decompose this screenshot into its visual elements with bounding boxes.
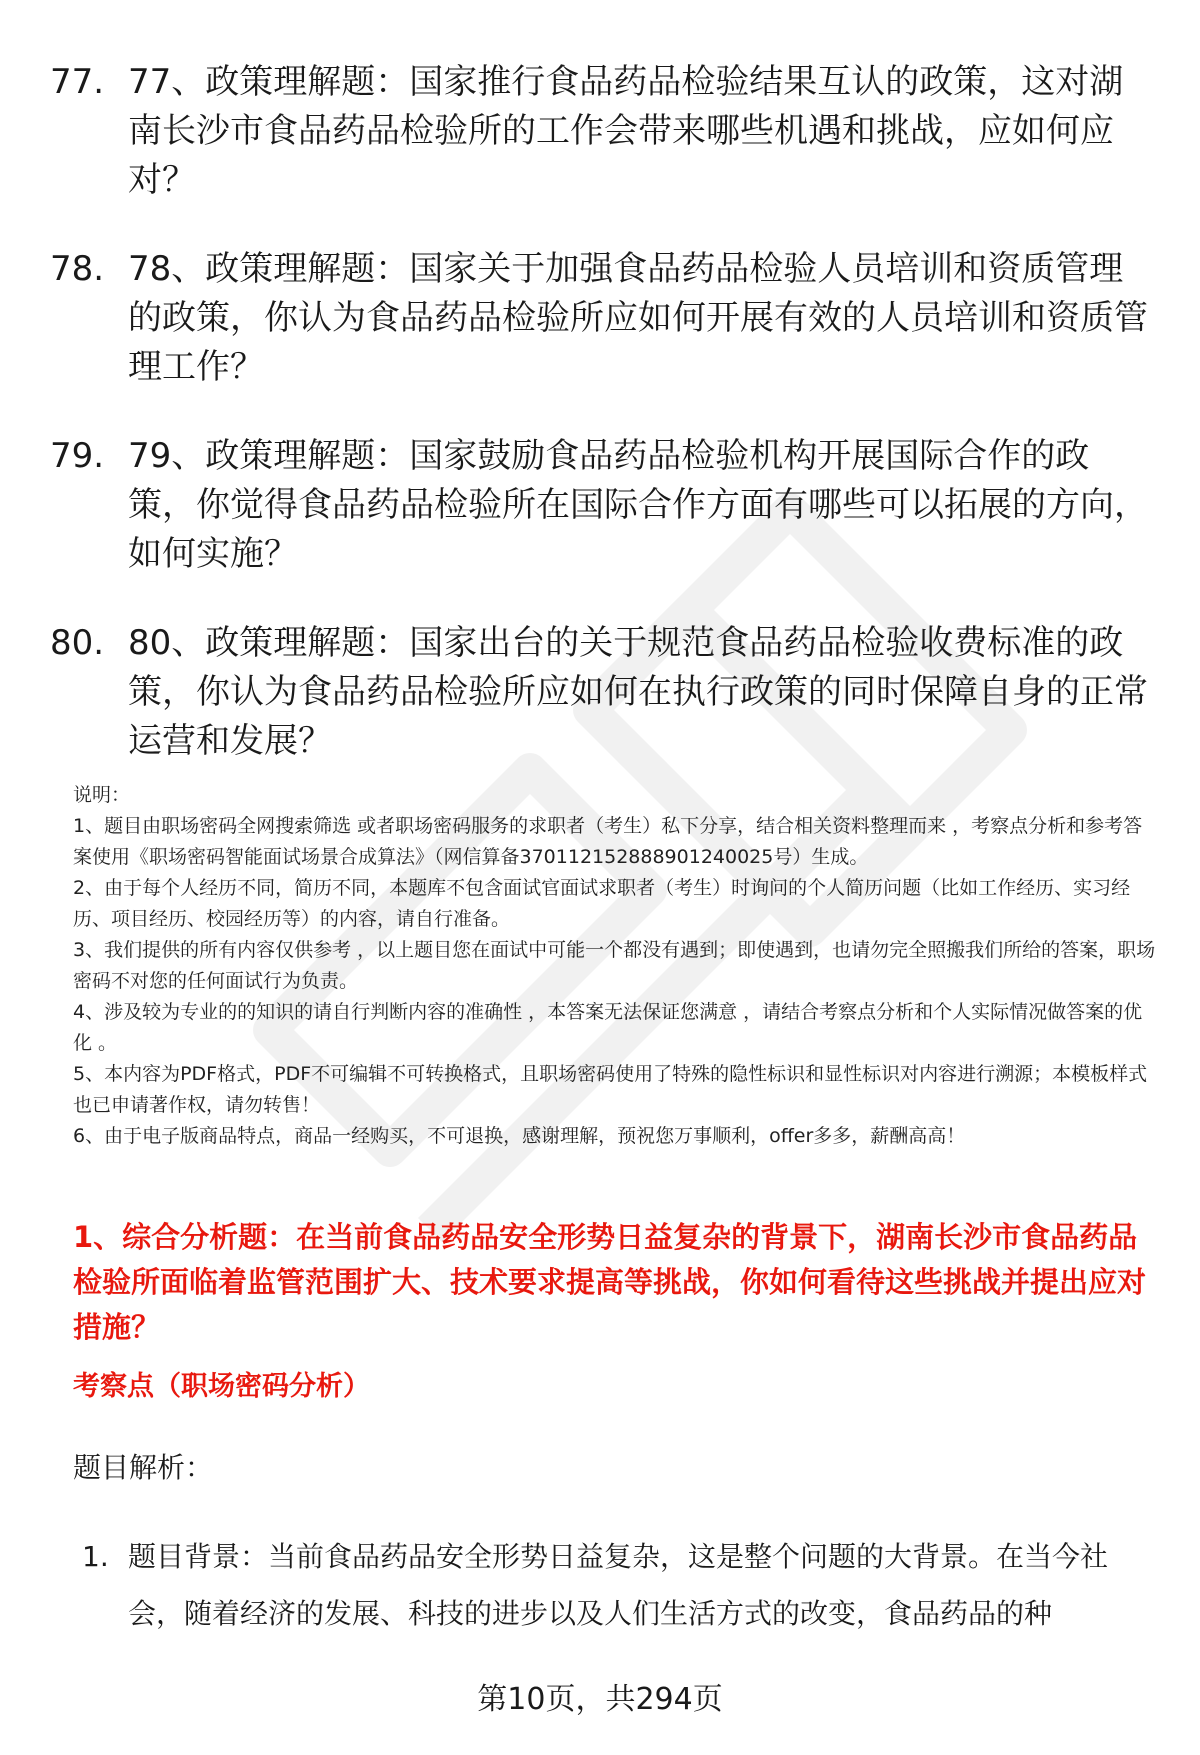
page-footer: 第10页，共294页 (477, 1682, 723, 1717)
note-item: 6、由于电子版商品特点，商品一经购买，不可退换，感谢理解，预祝您万事顺利，offer多多，薪酬高高！ (73, 1125, 966, 1147)
question-item (50, 432, 1155, 579)
note-item: 1、题目由职场密码全网搜索筛选 或者职场密码服务的求职者（考生）私下分享，结合相关资料整理而来 ，考察点分析和参考答案使用《职场密码智能面试场景合成算法》（网信算备370112152888901240025号）生成。 (73, 815, 1143, 868)
featured-question-heading: 1、综合分析题：在当前食品药品安全形势日益复杂的背景下，湖南长沙市食品药品检验所面临着监管范围扩大、技术要求提高等挑战，你如何看待这些挑战并提出应对措施？ (73, 1220, 1147, 1344)
question-item (50, 245, 1155, 392)
note-item: 5、本内容为PDF格式，PDF不可编辑不可转换格式，且职场密码使用了特殊的隐性标识和显性标识对内容进行溯源；本模板样式也已申请著作权，请勿转售！ (73, 1063, 1148, 1116)
notes-block (73, 780, 1158, 1152)
note-item: 3、我们提供的所有内容仅供参考 ，以上题目您在面试中可能一个都没有遇到；即使遇到，也请勿完全照搬我们所给的答案，职场密码不对您的任何面试行为负责。 (73, 939, 1156, 992)
question-list (50, 58, 1155, 806)
question-number: 80. (50, 623, 105, 663)
answer-text: 题目背景：当前食品药品安全形势日益复杂，这是整个问题的大背景。在当今社会，随着经济的发展、科技的进步以及人们生活方式的改变，食品药品的种 (128, 1540, 1109, 1630)
answer-item (82, 1528, 1162, 1642)
question-text: 79、政策理解题：国家鼓励食品药品检验机构开展国际合作的政策，你觉得食品药品检验所在国际合作方面有哪些可以拓展的方向，如何实施？ (128, 436, 1148, 574)
question-item (50, 619, 1155, 766)
notes-title: 说明： (73, 784, 131, 806)
question-text: 77、政策理解题：国家推行食品药品检验结果互认的政策，这对湖南长沙市食品药品检验所的工作会带来哪些机遇和挑战，应如何应对？ (128, 62, 1124, 200)
note-item: 4、涉及较为专业的的知识的请自行判断内容的准确性 ，本答案无法保证您满意 ，请结合考察点分析和个人实际情况做答案的优化 。 (73, 1001, 1143, 1054)
analysis-heading: 考察点（职场密码分析） (73, 1371, 370, 1402)
question-number: 78. (50, 249, 105, 289)
answer-number: 1. (82, 1540, 109, 1573)
answer-list (82, 1528, 1162, 1642)
question-item (50, 58, 1155, 205)
question-text: 78、政策理解题：国家关于加强食品药品检验人员培训和资质管理的政策，你认为食品药品检验所应如何开展有效的人员培训和资质管理工作？ (128, 249, 1148, 387)
question-number: 79. (50, 436, 105, 476)
question-text: 80、政策理解题：国家出台的关于规范食品药品检验收费标准的政策，你认为食品药品检验所应如何在执行政策的同时保障自身的正常运营和发展？ (128, 623, 1148, 761)
analysis-label: 题目解析： (73, 1451, 214, 1484)
note-item: 2、由于每个人经历不同，简历不同，本题库不包含面试官面试求职者（考生）时询问的个人简历问题（比如工作经历、实习经历、项目经历、校园经历等）的内容，请自行准备。 (73, 877, 1131, 930)
question-number: 77. (50, 62, 105, 102)
